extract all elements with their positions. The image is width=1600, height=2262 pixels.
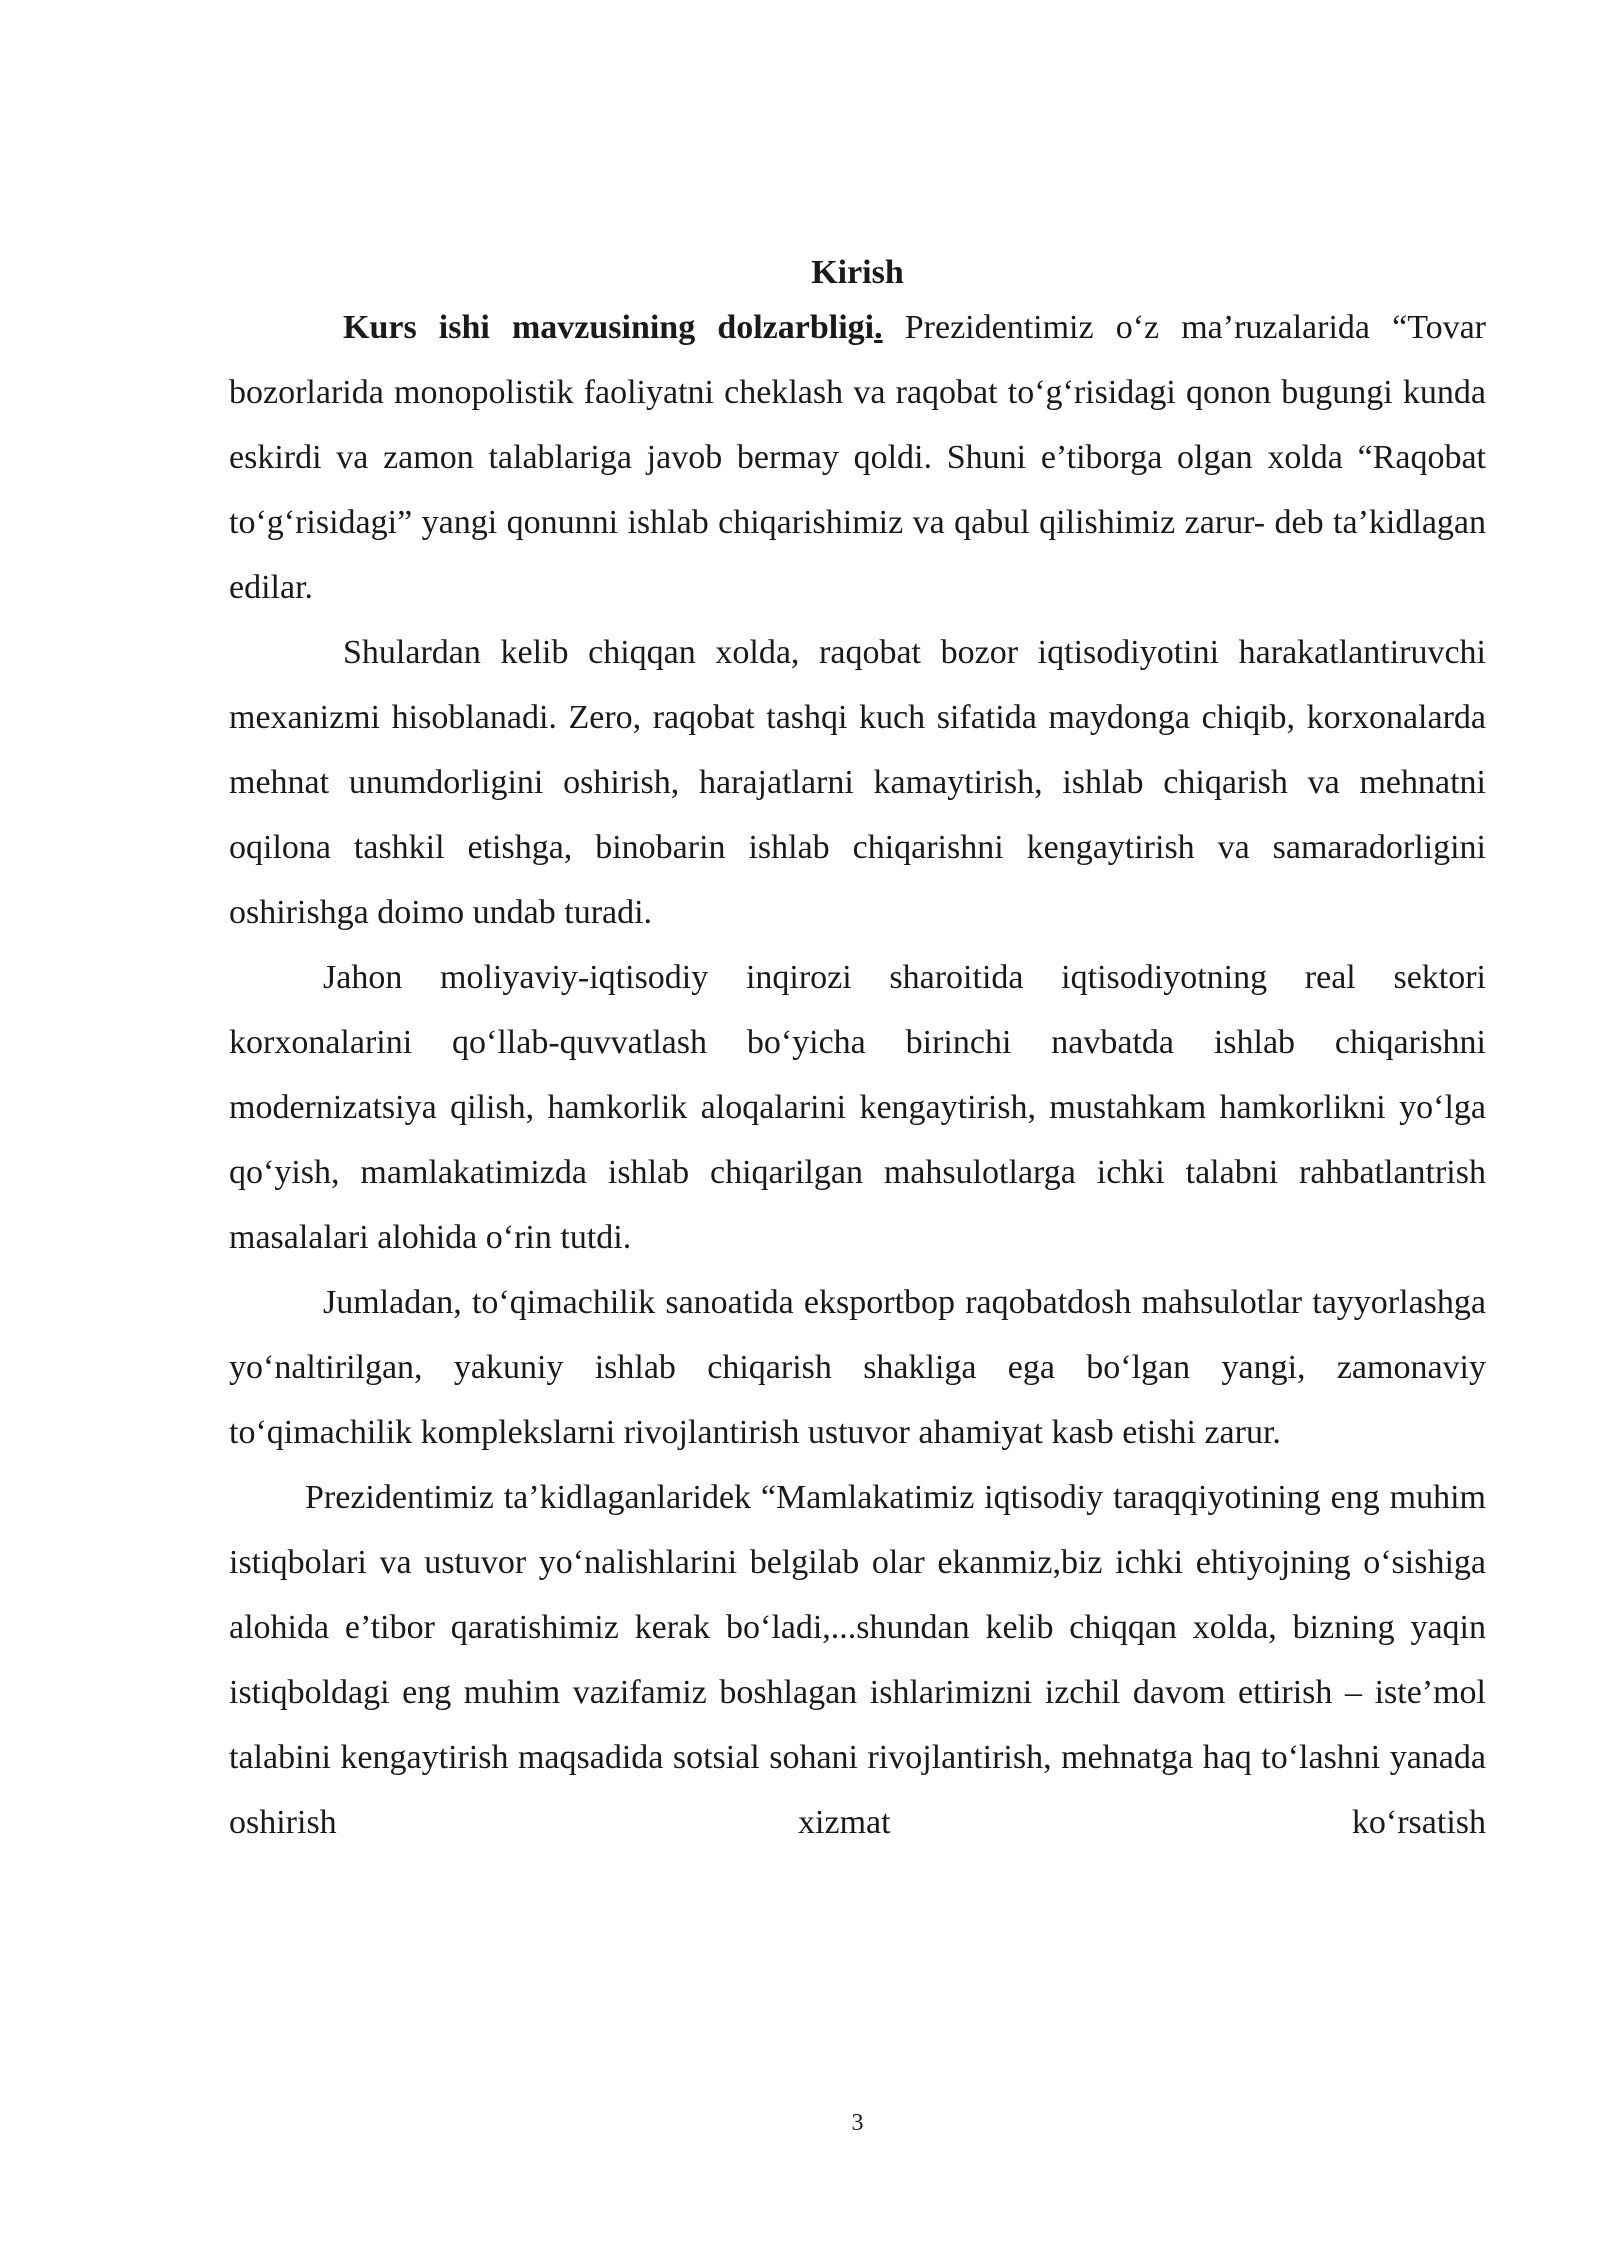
paragraph-1-text: Prezidentimiz o‘z ma’ruzalarida “Tovar bozorlarida monopolistik faoliyatni cheklash va raqobat to‘g‘risidagi qonon bugungi kunda eskirdi va zamon talablariga javob bermay qoldi. Shuni e’tiborga olgan xolda “Raqobat to‘g‘risidagi” yangi qonunni ishlab chiqarishimiz va qabul qilishimiz zarur- deb ta’kidlagan edilar. (229, 309, 1486, 606)
document-title: Kirish (811, 254, 904, 291)
paragraph-2: Shulardan kelib chiqqan xolda, raqobat bozor iqtisodiyotini harakatlantiruvchi mexanizmi hisoblanadi. Zero, raqobat tashqi kuch sifatida maydonga chiqib, korxonalarda mehnat unumdorligini oshirish, harajatlarni kamaytirish, ishlab chiqarish va mehnatni oqilona tashkil etishga, binobarin ishlab chiqarishni kengaytirish va samaradorligini oshirishga doimo undab turadi. (229, 634, 1486, 931)
paragraph-5: Prezidentimiz ta’kidlaganlaridek “Mamlakatimiz iqtisodiy taraqqiyotining eng muhim istiqbolari va ustuvor yo‘nalishlarini belgilab olar ekanmiz,biz ichki ehtiyojning o‘sishiga alohida e’tibor qaratishimiz kerak bo‘ladi,...shundan kelib chiqqan xolda, bizning yaqin istiqboldagi eng muhim vazifamiz boshlagan ishlarimizni izchil davom ettirish – iste’mol talabini kengaytirish maqsadida sotsial sohani rivojlantirish, mehnatga haq to‘lashni yanada oshirish xizmat ko‘rsatish (229, 1479, 1486, 1841)
page-number: 3 (851, 2110, 864, 2136)
section-title: Kurs ishi mavzusining dolzarbligi (343, 309, 875, 346)
paragraph-3: Jahon moliyaviy-iqtisodiy inqirozi sharoitida iqtisodiyotning real sektori korxonalarini qo‘llab-quvvatlash bo‘yicha birinchi navbatda ishlab chiqarishni modernizatsiya qilish, hamkorlik aloqalarini kengaytirish, mustahkam hamkorlikni yo‘lga qo‘yish, mamlakatimizda ishlab chiqarilgan mahsulotlarga ichki talabni rahbatlantrish masalalari alohida o‘rin tutdi. (229, 959, 1486, 1256)
document-page (229, 0, 1486, 2262)
paragraph-1 (229, 295, 1486, 620)
document-body (229, 295, 1486, 1855)
section-title-dot: . (874, 309, 883, 346)
paragraph-4: Jumladan, to‘qimachilik sanoatida eksportbop raqobatdosh mahsulotlar tayyorlashga yo‘naltirilgan, yakuniy ishlab chiqarish shakliga ega bo‘lgan yangi, zamonaviy to‘qimachilik komplekslarni rivojlantirish ustuvor ahamiyat kasb etishi zarur. (229, 1284, 1486, 1451)
